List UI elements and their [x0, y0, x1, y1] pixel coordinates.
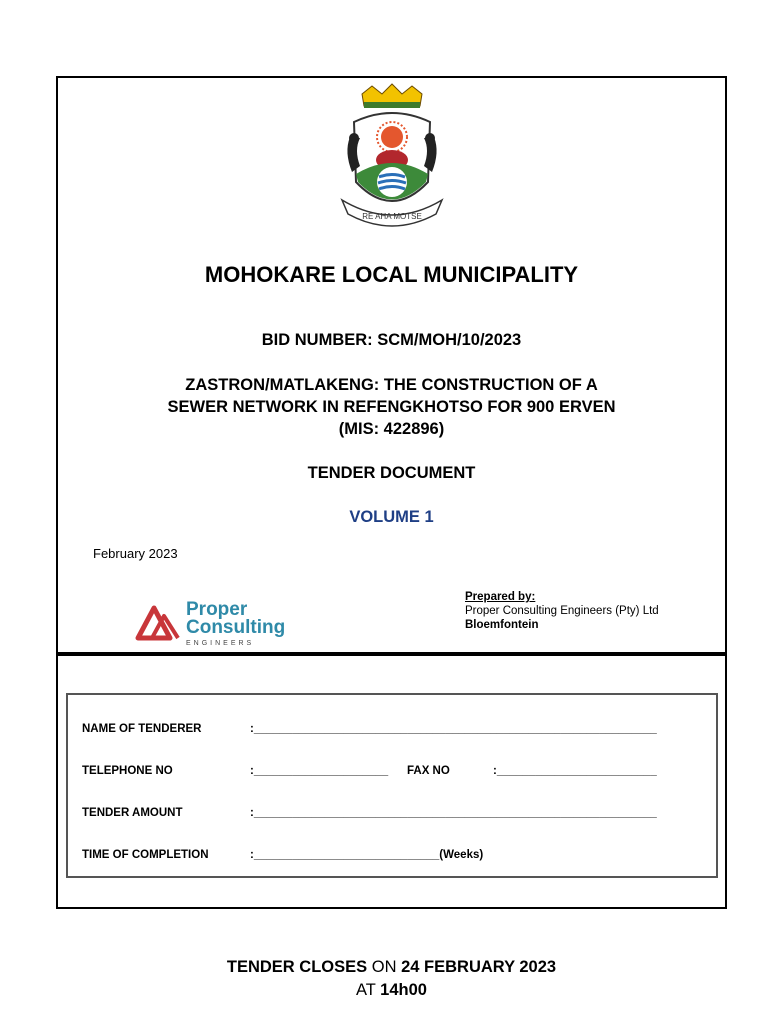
prepared-by-label: Prepared by: — [465, 591, 536, 603]
telephone-label: TELEPHONE NO — [82, 765, 173, 777]
bid-number: BID NUMBER: SCM/MOH/10/2023 — [261, 331, 522, 349]
fax-field[interactable]: :_________________________ — [493, 765, 657, 777]
closing-at: AT — [356, 981, 381, 999]
closing-date-line — [56, 958, 727, 977]
time-of-completion-label: TIME OF COMPLETION — [82, 849, 209, 861]
tender-amount-label: TENDER AMOUNT — [82, 807, 183, 819]
closing-text: TENDER CLOSES — [226, 958, 368, 976]
name-of-tenderer-field[interactable]: :_______________________________________________________________ — [250, 723, 657, 735]
document-type: TENDER DOCUMENT — [307, 464, 476, 482]
fax-label: FAX NO — [407, 765, 450, 777]
logo-word-engineers: ENGINEERS — [186, 640, 255, 647]
closing-time-line — [56, 981, 727, 1000]
tender-amount-field[interactable]: :_______________________________________________________________ — [250, 807, 657, 819]
prepared-by-block — [465, 590, 659, 632]
crest-motto: RE AHA MOTSE — [362, 212, 422, 221]
project-line-2: SEWER NETWORK IN REFENGKHOTSO FOR 900 ERVEN — [167, 398, 616, 416]
triangle-mark-icon — [134, 602, 182, 642]
project-line-1: ZASTRON/MATLAKENG: THE CONSTRUCTION OF A — [185, 376, 598, 394]
telephone-field[interactable]: :_____________________ — [250, 765, 389, 777]
closing-on: ON — [367, 958, 402, 976]
proper-consulting-logo — [134, 598, 284, 650]
volume-label: VOLUME 1 — [349, 508, 434, 526]
municipality-title: MOHOKARE LOCAL MUNICIPALITY — [204, 262, 579, 287]
prepared-by-company: Proper Consulting Engineers (Pty) Ltd — [465, 605, 659, 617]
closing-date: 24 FEBRUARY 2023 — [401, 958, 557, 976]
name-of-tenderer-label: NAME OF TENDERER — [82, 723, 202, 735]
issue-date: February 2023 — [93, 546, 178, 561]
prepared-by-city: Bloemfontein — [465, 619, 539, 631]
municipal-crest-logo — [332, 82, 452, 232]
project-line-3: (MIS: 422896) — [338, 420, 445, 438]
closing-time: 14h00 — [380, 981, 427, 999]
project-title — [56, 374, 727, 440]
section-divider — [56, 652, 727, 656]
logo-word-consulting: Consulting — [186, 617, 286, 638]
time-of-completion-field[interactable]: :_____________________________(Weeks) — [250, 849, 484, 861]
logo-word-proper: Proper — [186, 599, 248, 620]
